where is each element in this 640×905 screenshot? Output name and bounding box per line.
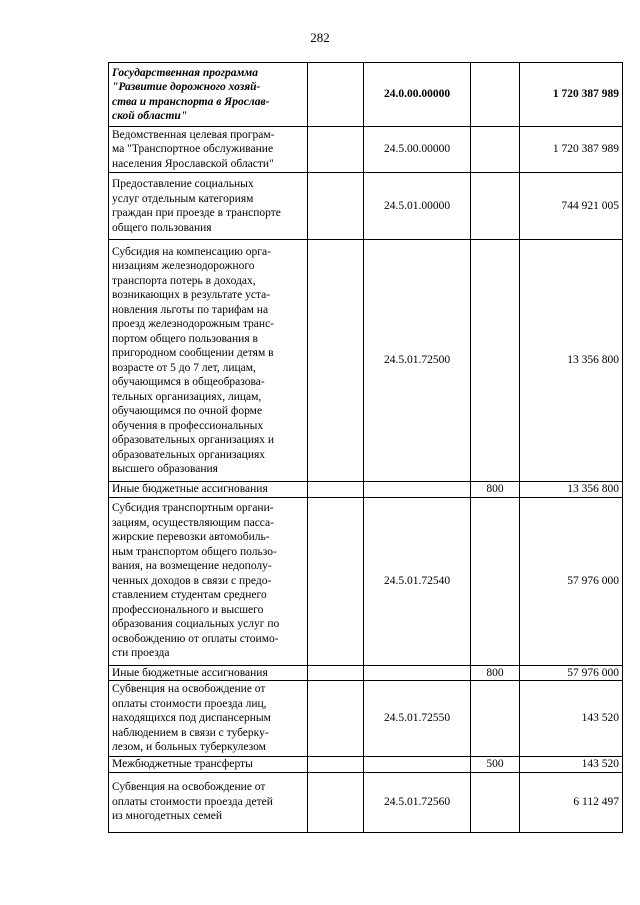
item-name-text: Ведомственная целевая програм- ма "Транспортное обслуживание населения Ярославской области" xyxy=(112,128,275,170)
amount-cell xyxy=(520,757,623,773)
table-row xyxy=(109,757,623,773)
expense-type-cell xyxy=(471,240,520,482)
empty-cell xyxy=(308,482,364,498)
expense-type-text: 500 xyxy=(486,758,504,770)
program-row xyxy=(109,63,623,127)
target-code-text: 24.5.01.00000 xyxy=(383,199,451,212)
expense-type-cell xyxy=(471,665,520,681)
table-row xyxy=(109,681,623,757)
table-row xyxy=(109,482,623,498)
empty-cell xyxy=(308,757,364,773)
amount-cell xyxy=(520,127,623,173)
expense-type-text: 800 xyxy=(486,666,504,679)
amount-text: 13 356 800 xyxy=(567,483,619,495)
amount-cell xyxy=(520,240,623,482)
amount-cell xyxy=(520,665,623,681)
target-code-text: 24.0.00.00000 xyxy=(383,88,451,101)
table-row xyxy=(109,665,623,681)
budget-table xyxy=(108,62,623,833)
item-name-text: Межбюджетные трансферты xyxy=(112,758,253,770)
item-name-cell xyxy=(109,127,308,173)
amount-text: 143 520 xyxy=(581,758,619,770)
amount-text: 13 356 800 xyxy=(567,354,619,367)
item-name-text: Государственная программа "Развитие дорожного хозяй- ства и транспорта в Ярослав- ской области" xyxy=(112,66,270,122)
table-row xyxy=(109,772,623,832)
item-name-cell xyxy=(109,63,308,127)
expense-type-cell xyxy=(471,127,520,173)
target-code-cell xyxy=(364,757,471,773)
item-name-cell xyxy=(109,757,308,773)
item-name-cell xyxy=(109,772,308,832)
amount-text: 57 976 000 xyxy=(567,666,619,679)
expense-type-cell xyxy=(471,757,520,773)
empty-cell xyxy=(308,681,364,757)
target-code-text: 24.5.01.72500 xyxy=(383,354,451,367)
item-name-text: Субсидия транспортным органи- зациям, осуществляющим пасса- жирские перевозки автомобиль- ным транспортом общего пользо- вания, на возмещение недополу- ченных доходов в связи с предо- ставлением студентам среднего профессионального и высшего образования социальных услуг по освобождению от оплаты стоимо- сти проезда xyxy=(112,502,280,660)
expense-type-cell xyxy=(471,173,520,240)
target-code-cell xyxy=(364,173,471,240)
amount-text: 6 112 497 xyxy=(573,795,619,808)
item-name-text: Иные бюджетные ассигнования xyxy=(112,483,268,495)
item-name-text: Предоставление социальных услуг отдельным категориям граждан при проезде в транспорте общего пользования xyxy=(112,178,281,234)
item-name-text: Субсидия на компенсацию орга- низациям железнодорожного транспорта потерь в доходах, возникающих в результате уста- новления льготы по тарифам на проезд железнодорожным транс- портом общего пользования в пригородном сообщении детям в возрасте от 5 до 7 лет, лицам, обучающимся в общеобразова- тельных организациях, лицам, обучающимся по очной форме обучения в профессиональных образовательных организациях и образовательных организациях высшего образования xyxy=(112,245,275,475)
item-name-text: Иные бюджетные ассигнования xyxy=(112,666,268,679)
target-code-cell xyxy=(364,497,471,665)
amount-text: 1 720 387 989 xyxy=(552,88,619,101)
target-code-text: 24.5.00.00000 xyxy=(383,143,451,156)
item-name-cell xyxy=(109,497,308,665)
item-name-cell xyxy=(109,173,308,240)
empty-cell xyxy=(308,127,364,173)
target-code-cell xyxy=(364,772,471,832)
amount-cell xyxy=(520,681,623,757)
expense-type-cell xyxy=(471,772,520,832)
item-name-cell xyxy=(109,240,308,482)
table-row xyxy=(109,240,623,482)
target-code-text: 24.5.01.72540 xyxy=(383,574,451,587)
item-name-text: Субвенция на освобождение от оплаты стоимости проезда лиц, находящихся под диспансерным наблюдением в связи с туберку- лезом, и больных туберкулезом xyxy=(112,683,271,754)
amount-text: 1 720 387 989 xyxy=(552,143,619,156)
empty-cell xyxy=(308,772,364,832)
target-code-cell xyxy=(364,63,471,127)
expense-type-text: 800 xyxy=(486,483,504,495)
amount-cell xyxy=(520,63,623,127)
amount-text: 744 921 005 xyxy=(561,199,619,212)
empty-cell xyxy=(308,497,364,665)
amount-text: 143 520 xyxy=(581,712,619,725)
target-code-cell xyxy=(364,665,471,681)
target-code-cell xyxy=(364,681,471,757)
expense-type-cell xyxy=(471,497,520,665)
item-name-cell xyxy=(109,482,308,498)
target-code-cell xyxy=(364,127,471,173)
target-code-text: 24.5.01.72560 xyxy=(383,795,451,808)
amount-cell xyxy=(520,772,623,832)
empty-cell xyxy=(308,240,364,482)
table-row xyxy=(109,173,623,240)
target-code-cell xyxy=(364,482,471,498)
empty-cell xyxy=(308,173,364,240)
page-number: 282 xyxy=(310,30,330,45)
table-row xyxy=(109,497,623,665)
expense-type-cell xyxy=(471,63,520,127)
expense-type-cell xyxy=(471,681,520,757)
target-code-text: 24.5.01.72550 xyxy=(383,712,451,725)
amount-cell xyxy=(520,173,623,240)
item-name-text: Субвенция на освобождение от оплаты стоимости проезда детей из многодетных семей xyxy=(112,781,273,823)
amount-text: 57 976 000 xyxy=(567,574,619,587)
amount-cell xyxy=(520,482,623,498)
empty-cell xyxy=(308,63,364,127)
amount-cell xyxy=(520,497,623,665)
expense-type-cell xyxy=(471,482,520,498)
target-code-cell xyxy=(364,240,471,482)
table-row xyxy=(109,127,623,173)
item-name-cell xyxy=(109,681,308,757)
empty-cell xyxy=(308,665,364,681)
item-name-cell xyxy=(109,665,308,681)
